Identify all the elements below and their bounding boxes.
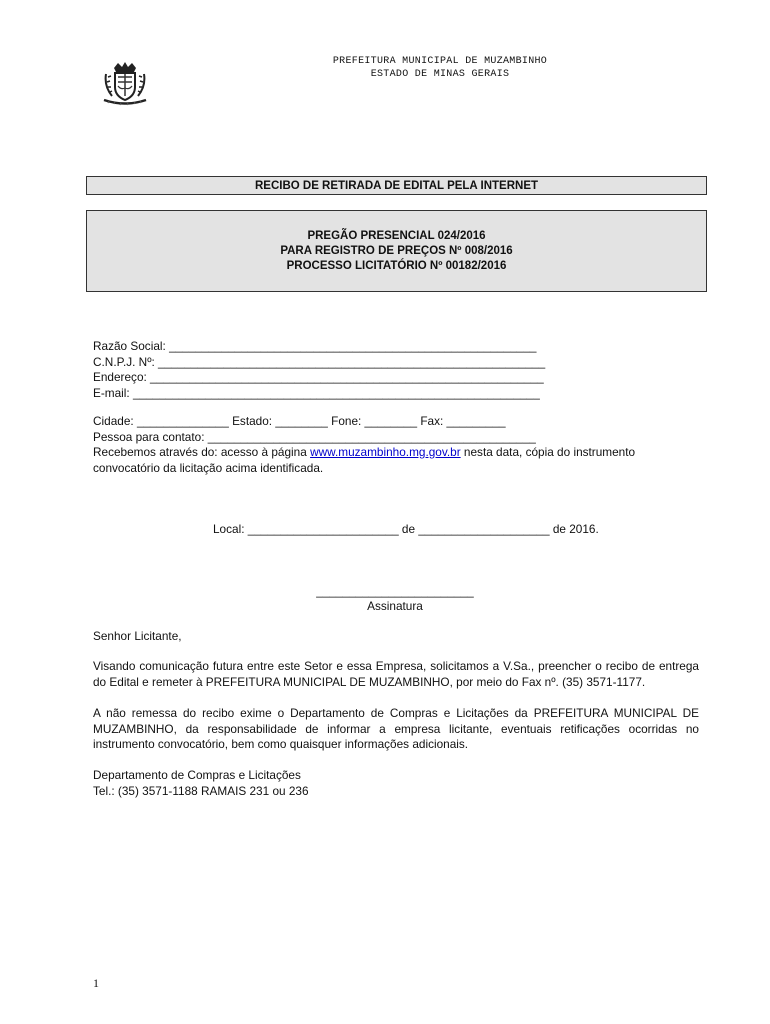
signature-line: ________________________ [316,584,474,598]
form-section-2 [93,414,713,476]
recebemos-line [93,445,713,461]
email-field: E-mail: ______________________________________________________________ [93,385,540,400]
signature-label: Assinatura [367,599,423,613]
header-title: PREFEITURA MUNICIPAL DE MUZAMBINHO [332,56,548,67]
department-phone: Tel.: (35) 3571-1188 RAMAIS 231 ou 236 [93,783,309,798]
processo-licitatorio-line: PROCESSO LICITATÓRIO Nº 00182/2016 [286,260,507,272]
page-number: 1 [93,976,99,990]
cnpj-field: C.N.P.J. Nº: ___________________________________________________________ [93,354,546,369]
letter-greeting: Senhor Licitante, [93,629,182,643]
recebemos-text: Recebemos através do: acesso à página [93,445,311,459]
pregao-line: PREGÃO PRESENCIAL 024/2016 [307,230,486,242]
letter-paragraph-1: Visando comunicação futura entre este Setor e essa Empresa, solicitamos a V.Sa., preencher o recibo de entrega do Edital e remeter à PREFEITURA MUNICIPAL DE MUZAMBINHO, por meio do Fax nº. (35) 3571-1177. [93,659,699,689]
website-link[interactable]: www.muzambinho.mg.gov.br [310,445,461,459]
local-date-line: Local: _______________________ de ____________________ de 2016. [213,522,599,536]
coat-of-arms-icon [100,60,150,106]
process-box [86,210,707,292]
header-subtitle: ESTADO DE MINAS GERAIS [370,69,510,80]
razao-social-field: Razão Social: ________________________________________________________ [93,339,537,353]
department-name: Departamento de Compras e Licitações [93,768,301,782]
department-contact [93,768,309,799]
recebemos-line-2: convocatório da licitação acima identificada. [93,460,324,475]
endereco-field: Endereço: ____________________________________________________________ [93,370,544,384]
pessoa-contato-field: Pessoa para contato: __________________________________________________ [93,429,536,444]
recebemos-text-after: nesta data, cópia do instrumento [460,445,636,459]
title-box: RECIBO DE RETIRADA DE EDITAL PELA INTERNET [86,176,707,195]
form-section [93,339,545,401]
cidade-estado-fone-fax-field: Cidade: ______________ Estado: ________ Fone: ________ Fax: _________ [93,414,506,428]
letter-paragraph-2: A não remessa do recibo exime o Departamento de Compras e Licitações da PREFEITURA MUNICIPAL DE MUZAMBINHO, da responsabilidade de informar a empresa licitante, eventuais retificações ocorridas no instrumento convocatório, bem como quaisquer informações adicionais. [93,706,699,751]
registro-precos-line: PARA REGISTRO DE PREÇOS Nº 008/2016 [280,245,513,257]
